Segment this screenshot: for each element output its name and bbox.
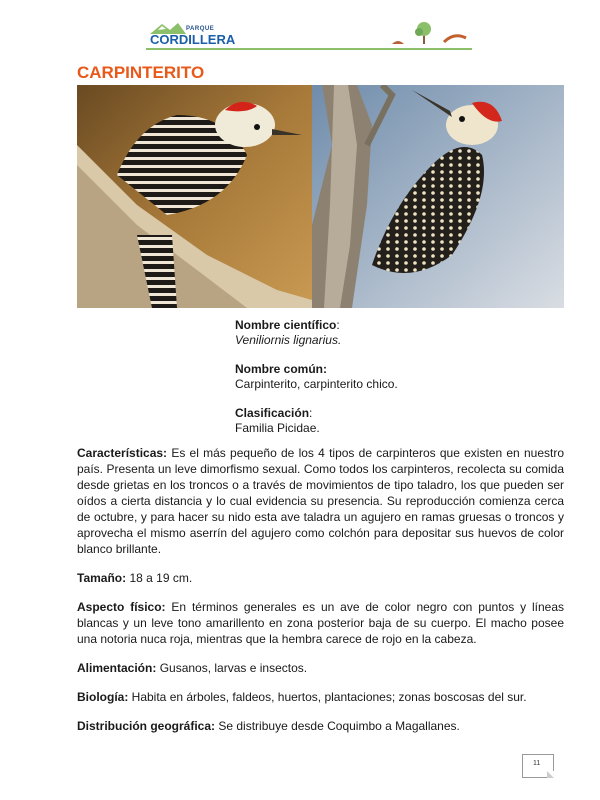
size-label: Tamaño:	[77, 571, 127, 585]
woodpecker-photo-left	[77, 85, 312, 308]
page-number-box	[522, 754, 554, 778]
logo-fauna-icon	[384, 20, 474, 48]
logo-small-text: PARQUE	[186, 26, 215, 32]
common-name-value: Carpinterito, carpinterito chico.	[235, 377, 398, 391]
classification-label: Clasificación	[235, 406, 310, 420]
page-title: CARPINTERITO	[77, 63, 205, 82]
logo-underline	[146, 48, 472, 50]
appearance-label: Aspecto físico:	[77, 600, 166, 614]
scientific-name-label: Nombre científico	[235, 318, 337, 332]
scientific-name-block: Nombre científico: Veniliornis lignarius.	[235, 318, 342, 347]
size-paragraph	[77, 570, 564, 586]
diet-label: Alimentación:	[77, 661, 157, 675]
distribution-text: Se distribuye desde Coquimbo a Magallanes.	[218, 719, 460, 733]
page-number: 11	[533, 760, 541, 767]
biology-text: Habita en árboles, faldeos, huertos, plantaciones; zonas boscosas del sur.	[131, 690, 527, 704]
logo-big-text: CORDILLERA	[150, 32, 236, 47]
biology-label: Biología:	[77, 690, 129, 704]
common-name-label: Nombre común:	[235, 362, 328, 376]
diet-text: Gusanos, larvas e insectos.	[159, 661, 308, 675]
distribution-paragraph	[77, 718, 564, 734]
biology-paragraph	[77, 689, 564, 705]
page-fold-icon	[547, 771, 554, 778]
size-text: 18 a 19 cm.	[129, 571, 193, 585]
classification-value: Familia Picidae.	[235, 421, 320, 435]
species-info	[235, 318, 555, 450]
woodpecker-photo-right	[312, 85, 564, 308]
diet-paragraph	[77, 660, 564, 676]
characteristics-text: Es el más pequeño de los 4 tipos de carpinteros que existen en nuestro país. Presenta un leve dimorfismo sexual. Como todos los carpinteros, recolecta su comida desde grietas en los troncos o a través de movimientos de tipo taladro, los que pueden ser oídos a cierta distancia y lo cual evidencia su presencia. Su reproducción comienza cerca de octubre, y para hacer su nido esta ave taladra un agujero en ramas gruesas o troncos y aprovecha el mismo aserrín del agujero como colchón para depositar sus huevos de color blanco brillante.	[77, 446, 564, 556]
appearance-text: En términos generales es un ave de color negro con puntos y líneas blancas y un leve tono amarillento en zona posterior baja de su cuerpo. El macho posee una notoria nuca roja, mientras que la hembra carece de rojo en la cabeza.	[77, 600, 564, 646]
park-logo	[146, 20, 476, 54]
characteristics-paragraph	[77, 445, 564, 557]
common-name-block	[235, 362, 555, 392]
appearance-paragraph	[77, 599, 564, 647]
species-description	[77, 445, 564, 747]
classification-block: Clasificación: Familia Picidae.	[235, 406, 320, 435]
distribution-label: Distribución geográfica:	[77, 719, 216, 733]
scientific-name-value: Veniliornis lignarius.	[235, 333, 342, 347]
characteristics-label: Características:	[77, 446, 168, 460]
